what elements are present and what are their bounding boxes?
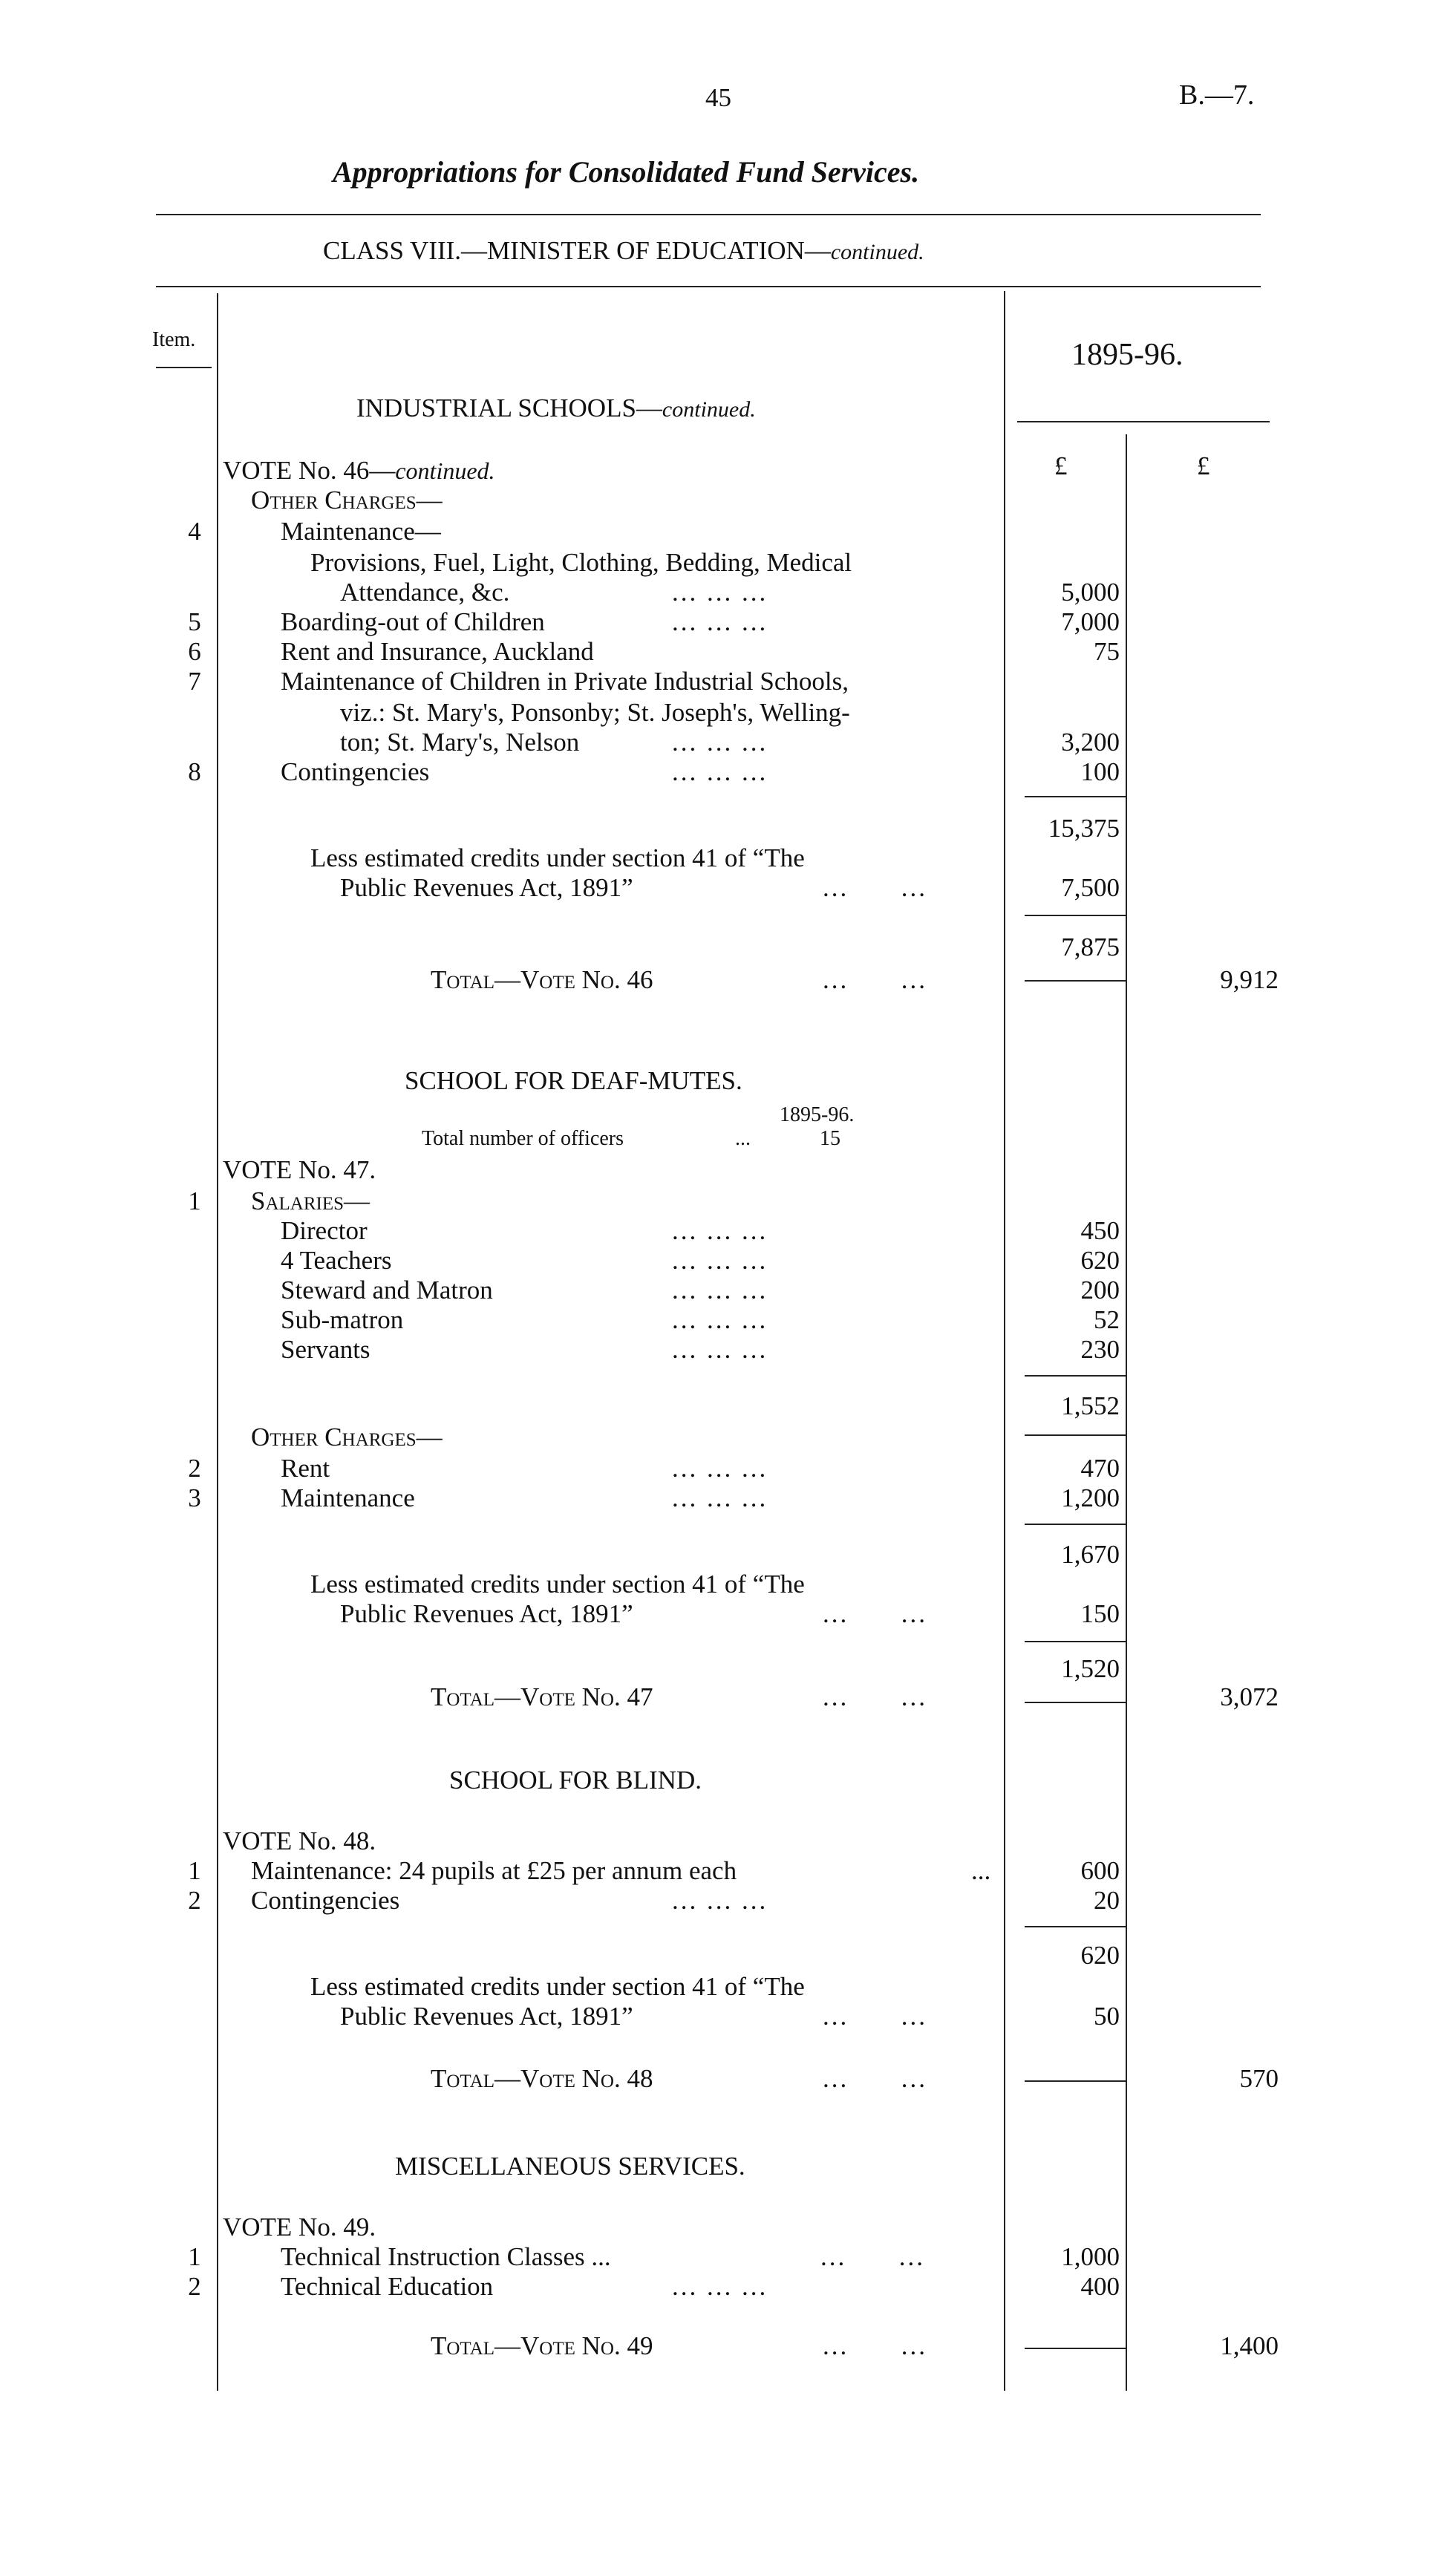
leader-dots: ... ... ... [672,728,768,757]
less-credits-label: Less estimated credits under section 41 of “The [310,843,805,872]
subtotal-amount: 1,552 [1061,1391,1120,1420]
sum-rule [1025,915,1126,916]
line-label: Director [281,1216,368,1245]
pound-sign-right: £ [1197,451,1210,480]
amount: 400 [1080,2272,1120,2301]
vote-total-label: Total—Vote No. 46 [431,965,653,994]
amount: 20 [1094,1886,1120,1915]
sum-rule [1025,1926,1126,1927]
line-label: Rent [281,1454,330,1483]
leader-dots: ... [735,1127,751,1150]
leader-dots: ... ... ... [672,1454,768,1483]
amount: 3,200 [1061,728,1120,757]
amount: 450 [1080,1216,1120,1245]
net-amount: 7,875 [1061,933,1120,961]
line-label: Contingencies [281,757,430,786]
other-charges-heading: Other Charges— [251,1423,443,1452]
other-charges-heading: Other Charges— [251,486,443,515]
subtotal-amount: 1,670 [1061,1540,1120,1569]
leader-dots: ... ... ... [672,1216,768,1245]
line-label: Technical Instruction Classes ... [281,2242,611,2271]
line-label: Maintenance— [281,517,441,546]
amount: 230 [1080,1335,1120,1364]
vote-total-label: Total—Vote No. 47 [431,1682,653,1711]
section-heading-blind: SCHOOL FOR BLIND. [449,1766,702,1795]
leader-dots: ... ... [823,2331,927,2360]
leader-dots: ... ... [823,2002,927,2031]
sum-rule [1025,2080,1126,2082]
line-label: Maintenance of Children in Private Industrial Schools, [281,667,849,696]
leader-dots: ... ... ... [672,757,768,786]
officers-year: 1895-96. [780,1103,855,1126]
net-amount: 1,520 [1061,1654,1120,1683]
item-number: 5 [188,607,201,636]
line-label: Maintenance: 24 pupils at £25 per annum each [251,1856,737,1885]
item-number: 8 [188,757,201,786]
class-heading [323,236,924,267]
pound-sign-left: £ [1054,451,1068,480]
amount: 52 [1094,1305,1120,1334]
less-credits-label-cont: Public Revenues Act, 1891” [340,2002,633,2031]
sum-rule [1025,1524,1126,1525]
leader-dots: ... ... [823,1682,927,1711]
vote-total-amount: 570 [1239,2064,1279,2093]
class-heading-main: CLASS VIII.—MINISTER OF EDUCATION— [323,236,831,265]
item-number: 6 [188,637,201,666]
line-label: Servants [281,1335,370,1364]
salaries-heading: Salaries— [251,1186,370,1215]
sum-rule [1025,2348,1126,2349]
amount: 600 [1080,1856,1120,1885]
line-label: viz.: St. Mary's, Ponsonby; St. Joseph's, Welling- [340,698,850,727]
vote-46-heading: VOTE No. 46—continued. [223,456,495,485]
page-title: Appropriations for Consolidated Fund Services. [333,155,920,189]
item-column-header: Item. [152,328,196,351]
officers-label: Total number of officers [422,1127,624,1150]
subtotal-amount: 15,375 [1048,814,1120,843]
line-label: Rent and Insurance, Auckland [281,637,594,666]
vote-47-heading: VOTE No. 47. [223,1155,376,1184]
amount-column-rule-left [1004,291,1005,2391]
less-credits-label-cont: Public Revenues Act, 1891” [340,1599,633,1628]
item-number: 7 [188,667,201,696]
section-heading-misc: MISCELLANEOUS SERVICES. [395,2152,745,2181]
sum-rule [1025,980,1126,982]
section-heading-deaf-mutes: SCHOOL FOR DEAF-MUTES. [405,1066,742,1095]
year-column-header: 1895-96. [1071,338,1184,372]
less-credits-amount: 150 [1080,1599,1120,1628]
sum-rule [1025,1375,1126,1377]
leader-dots: ... ... ... [672,578,768,607]
leader-dots: ... ... ... [672,1335,768,1364]
vote-49-heading: VOTE No. 49. [223,2213,376,2241]
vote-total-amount: 1,400 [1220,2331,1279,2360]
item-number: 2 [188,1454,201,1483]
leader-dots: ... ... [823,873,927,902]
subtotal-amount: 620 [1080,1941,1120,1970]
leader-dots: ... ... ... [672,607,768,636]
leader-dots: ... ... ... [672,1276,768,1305]
class-heading-rule [156,286,1261,287]
amount-column-rule-right [1126,434,1127,2391]
line-label: Sub-matron [281,1305,404,1334]
item-number: 1 [188,2242,201,2271]
amount: 1,000 [1061,2242,1120,2271]
line-label: Steward and Matron [281,1276,493,1305]
amount: 200 [1080,1276,1120,1305]
officers-count: 15 [820,1127,840,1150]
item-column-rule [217,293,218,2391]
item-number: 2 [188,2272,201,2301]
less-credits-label: Less estimated credits under section 41 of “The [310,1972,805,2001]
leader-dots: ... ... [823,2064,927,2093]
leader-dots: ... ... ... [672,2272,768,2301]
vote-total-amount: 9,912 [1220,965,1279,994]
leader-dots: ... ... ... [672,1305,768,1334]
amount: 1,200 [1061,1483,1120,1512]
line-label: Technical Education [281,2272,494,2301]
title-rule-top [156,214,1261,215]
less-credits-amount: 7,500 [1061,873,1120,902]
leader-dots: ... ... ... [672,1886,768,1915]
item-header-rule [156,367,212,368]
page-number: 45 [705,83,731,112]
sum-rule [1025,1434,1126,1436]
less-credits-label: Less estimated credits under section 41 of “The [310,1570,805,1599]
line-label: Contingencies [251,1886,400,1915]
amount: 470 [1080,1454,1120,1483]
line-label: 4 Teachers [281,1246,392,1275]
leader-dots: ... ... [823,965,927,994]
sum-rule [1025,796,1126,797]
year-header-rule [1017,421,1270,422]
class-heading-cont: continued. [830,240,924,264]
line-label: Provisions, Fuel, Light, Clothing, Bedding, Medical [310,548,852,577]
leader-dots: ... ... ... [672,1483,768,1512]
sum-rule [1025,1702,1126,1703]
leader-dots: ... ... [823,1599,927,1628]
line-label: Boarding-out of Children [281,607,545,636]
less-credits-label-cont: Public Revenues Act, 1891” [340,873,633,902]
vote-total-amount: 3,072 [1220,1682,1279,1711]
document-ref: B.—7. [1179,79,1255,111]
amount: 75 [1094,637,1120,666]
item-number: 4 [188,517,201,546]
item-number: 1 [188,1856,201,1885]
sum-rule [1025,1641,1126,1642]
amount: 5,000 [1061,578,1120,607]
leader-dots: ... [971,1856,991,1885]
item-number: 2 [188,1886,201,1915]
less-credits-amount: 50 [1094,2002,1120,2031]
item-number: 3 [188,1483,201,1512]
line-label: Attendance, &c. [340,578,510,607]
amount: 7,000 [1061,607,1120,636]
item-number: 1 [188,1186,201,1215]
vote-48-heading: VOTE No. 48. [223,1826,376,1855]
vote-total-label: Total—Vote No. 48 [431,2064,653,2093]
leader-dots: ... ... [820,2242,925,2271]
amount: 100 [1080,757,1120,786]
amount: 620 [1080,1246,1120,1275]
vote-total-label: Total—Vote No. 49 [431,2331,653,2360]
leader-dots: ... ... ... [672,1246,768,1275]
line-label: Maintenance [281,1483,415,1512]
section-heading-industrial: INDUSTRIAL SCHOOLS—continued. [356,394,756,422]
line-label: ton; St. Mary's, Nelson [340,728,580,757]
